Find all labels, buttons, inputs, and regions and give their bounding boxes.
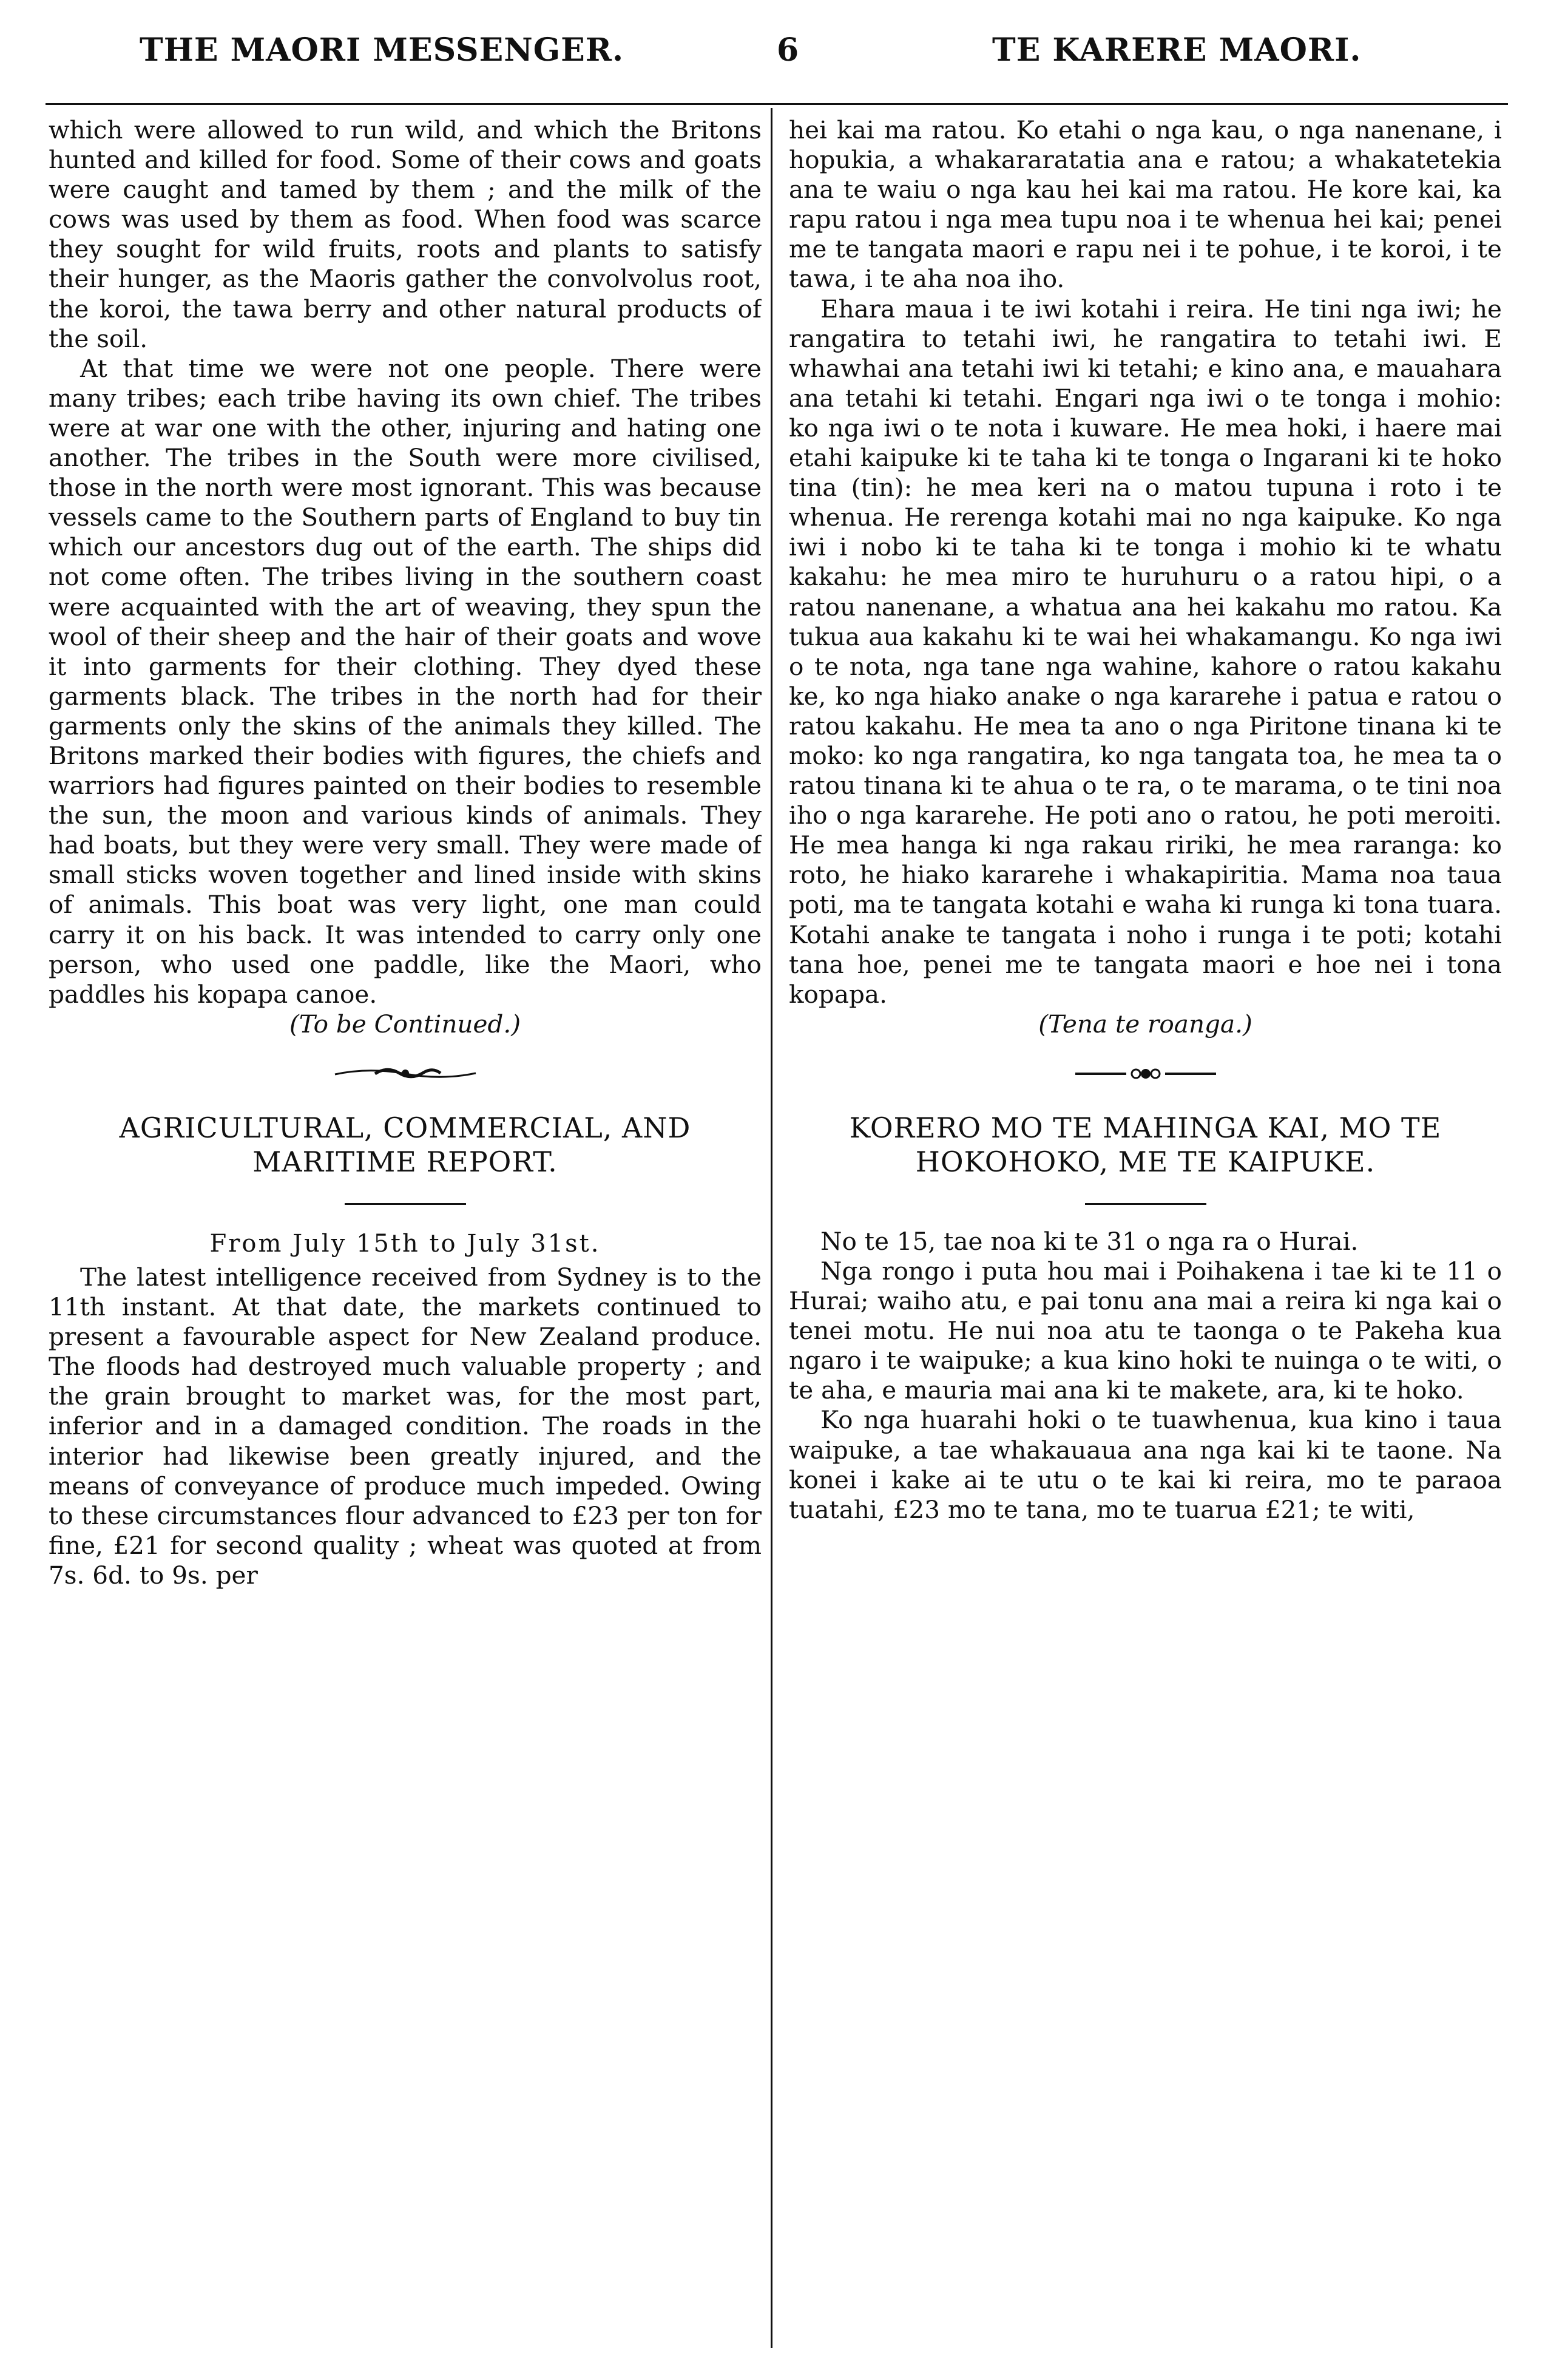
header-rule (46, 103, 1508, 105)
column-divider (771, 108, 772, 2348)
maori-column (789, 115, 1502, 2361)
running-head (36, 32, 1512, 86)
report-title: KORERO MO TE MAHINGA KAI, MO TE HOKOHOKO, ME TE KAIPUKE. (849, 1111, 1442, 1178)
article-paragraph: At that time we were not one people. There were many tribes; each tribe having its own chief. The tribes were at war one with the other, injuring and hating one another. The tribes in the South were more civilised, those in the north were most ignorant. This was because vessels came to the Southern parts of England to buy tin which our ancestors dug out of the earth. The ships did not come often. The tribes living in the southern coast were acquainted with the art of weaving, they spun the wool of their sheep and the hair of their goats and wove it into garments for their clothing. They dyed these garments black. The tribes in the north had for their garments only the skins of the animals they killed. The Britons marked their bodies with figures, the chiefs and warriors had figures painted on their bodies to resemble the sun, the moon and various kinds of animals. They had boats, but they were very small. They were made of small sticks woven together and lined inside with skins of animals. This boat was very light, one man could carry it on his back. It was intended to carry only one person, who used one paddle, like the Maori, who paddles his kopapa canoe. (49, 353, 762, 1009)
report-paragraph: Ko nga huarahi hoki o te tuawhenua, kua kino i taua waipuke, a tae whakauaua ana nga kai ki te taone. Na konei i kake ai te utu o te kai ki reira, mo te paraoa tuatahi, £23 mo te tana, mo te tuarua £21; te witi, (789, 1405, 1502, 1524)
continued-note: (To be Continued.) (289, 1009, 521, 1039)
ornament-divider-icon (1073, 1063, 1218, 1084)
masthead-english: THE MAORI MESSENGER. (140, 32, 624, 69)
report-date: No te 15, tae noa ki te 31 o nga ra o Hurai. (820, 1226, 1359, 1256)
report-paragraph: The latest intelligence received from Sydney is to the 11th instant. At that date, the markets continued to present a favourable aspect for New Zealand produce. The floods had destroyed much valuable property ; and the grain brought to market was, for the most part, inferior and in a damaged condition. The roads in the interior had likewise been greatly injured, and the means of conveyance of produce much impeded. Owing to these circumstances flour advanced to £23 per ton for fine, £21 for second quality ; wheat was quoted at from 7s. 6d. to 9s. per (49, 1263, 762, 1590)
masthead-maori: TE KARERE MAORI. (992, 32, 1362, 69)
article-paragraph: which were allowed to run wild, and which the Britons hunted and killed for food. Some of their cows and goats were caught and tamed by them ; and the milk of the cows was used by them as food. When food was scarce they sought for wild fruits, roots and plants to satisfy their hunger, as the Maoris gather the convolvolus root, the koroi, the tawa berry and other natural products of the soil. (49, 115, 762, 353)
report-date: From July 15th to July 31st. (209, 1229, 601, 1258)
page-number: 6 (777, 32, 800, 69)
english-column (49, 115, 762, 2361)
title-rule (1085, 1203, 1206, 1205)
article-paragraph: hei kai ma ratou. Ko etahi o nga kau, o nga nanenane, i hopukia, a whakararatatia ana e ratou; a whakatetekia ana te waiu o nga kau hei kai ma ratou. He kore kai, ka rapu ratou i nga mea tupu noa i te whenua hei kai; penei me te tangata maori e rapu nei i te pohue, i te koroi, i te tawa, i te aha noa iho. (789, 115, 1502, 294)
ornament-divider-icon (333, 1063, 478, 1084)
title-rule (345, 1203, 466, 1205)
report-title: AGRICULTURAL, COMMERCIAL, AND MARITIME REPORT. (119, 1111, 691, 1178)
report-paragraph: Nga rongo i puta hou mai i Poihakena i tae ki te 11 o Hurai; waiho atu, e pai tonu ana mai a reira ki nga kai o tenei motu. He nui noa atu te taonga o te Pakeha kua ngaro i te waipuke; a kua kino hoki te nuinga o te witi, o te aha, e mauria mai ana ki te makete, ara, ki te hoko. (789, 1256, 1502, 1405)
continued-note: (Tena te roanga.) (1038, 1009, 1252, 1039)
article-paragraph: Ehara maua i te iwi kotahi i reira. He tini nga iwi; he rangatira to tetahi iwi, he rangatira to tetahi iwi. E whawhai ana tetahi iwi ki tetahi; e kino ana, e mauahara ana tetahi ki tetahi. Engari nga iwi o te tonga i mohio: ko nga iwi o te nota i kuware. He mea hoki, i haere mai etahi kaipuke ki te taha ki te tonga o Ingarani ki te hoko tina (tin): he mea keri na o matou tupuna i roto i te whenua. He rerenga kotahi mai no nga kaipuke. Ko nga iwi i nobo ki te taha ki te tonga i mohio ki te whatu kakahu: he mea miro te huruhuru o a ratou hipi, o a ratou nanenane, a whatua ana hei kakahu mo ratou. Ka tukua aua kakahu ki te wai hei whakamangu. Ko nga iwi o te nota, nga tane nga wahine, kahore o ratou kakahu ke, ko nga hiako anake o nga kararehe i patua e ratou o ratou kakahu. He mea ta ano o nga Piritone tinana ki te moko: ko nga rangatira, ko nga tangata toa, he mea ta o ratou tinana ki te ahua o te ra, o te marama, o te tini noa iho o nga kararehe. He poti ano o ratou, he poti meroiti. He mea hanga ki nga rakau ririki, he mea raranga: ko roto, he hiako kararehe i whakapiritia. Mama noa taua poti, ma te tangata kotahi e waha ki runga ki tona tuara. Kotahi anake te tangata i noho i runga i te poti; kotahi tana hoe, penei me te tangata maori e hoe nei i tona kopapa. (789, 294, 1502, 1009)
